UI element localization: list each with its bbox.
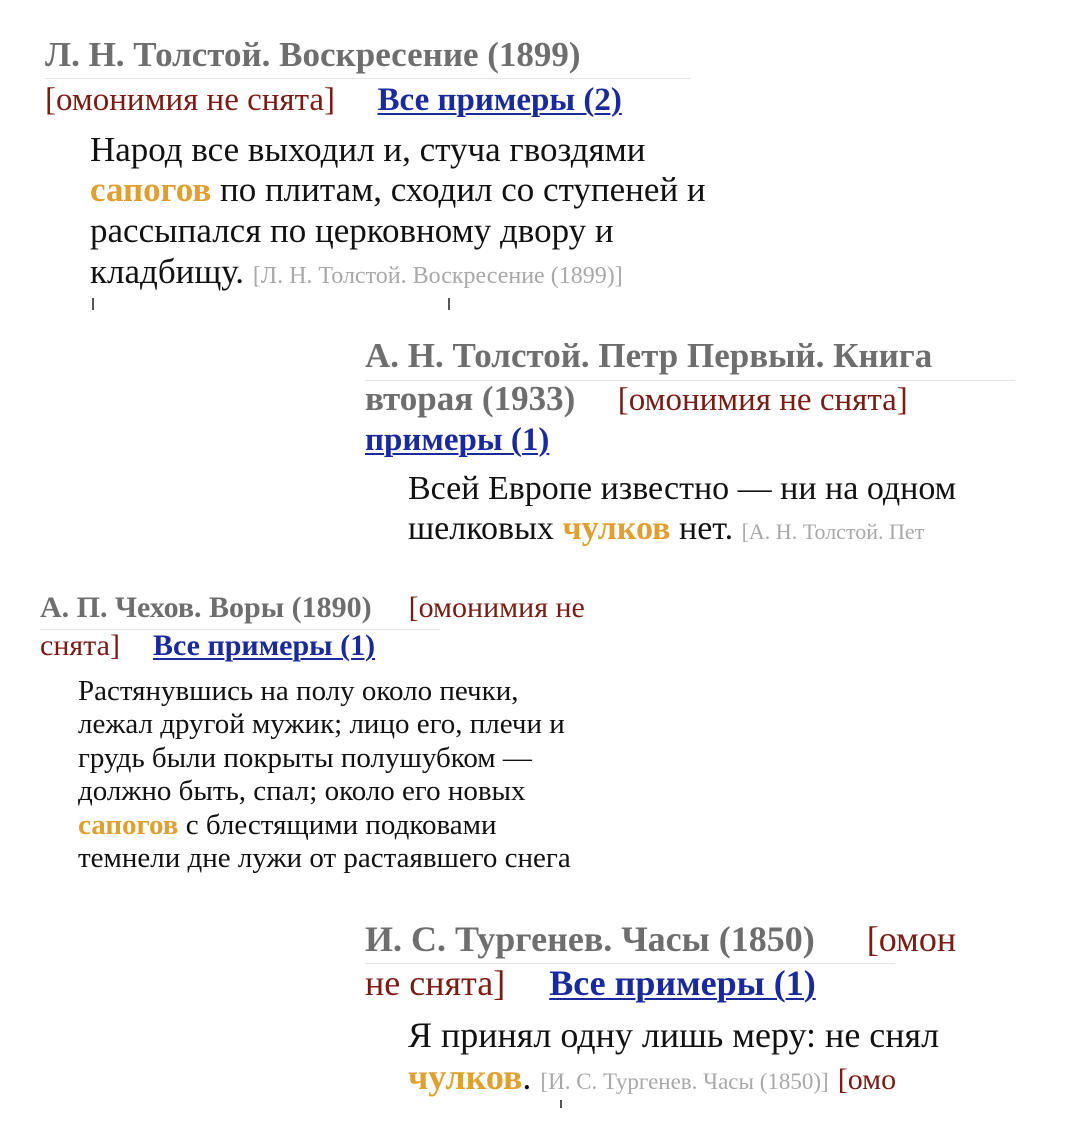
source-reference[interactable]: [А. Н. Толстой. Пет bbox=[741, 519, 925, 544]
homonymy-label-continued: снята] bbox=[40, 629, 120, 662]
all-examples-link[interactable]: Все примеры (1) bbox=[152, 629, 376, 662]
homonymy-label: [омонимия не снята] bbox=[617, 382, 908, 418]
quote-line: темнели дне лужи от растаявшего снега bbox=[78, 842, 571, 874]
quote-text: шелковых bbox=[408, 510, 554, 547]
entry-title: А. П. Чехов. Воры (1890) bbox=[40, 591, 372, 624]
quote-line bbox=[408, 510, 924, 548]
quote-line bbox=[408, 1056, 896, 1098]
entry-title: И. С. Тургенев. Часы (1850) bbox=[365, 919, 815, 959]
quote-text: по плитам, сходил со ступеней и bbox=[219, 170, 706, 209]
quote-line: Я принял одну лишь меру: не снял bbox=[408, 1015, 940, 1055]
homonymy-label: [омонимия не bbox=[408, 591, 585, 624]
quote-text: нет. bbox=[679, 510, 734, 547]
entry-chekhov-vory bbox=[0, 585, 720, 885]
highlighted-word: чулков bbox=[562, 510, 671, 547]
entry-title: А. Н. Толстой. Петр Первый. Книга bbox=[365, 336, 933, 375]
highlighted-word: чулков bbox=[408, 1057, 523, 1097]
entry-title-continued: вторая (1933) bbox=[365, 379, 576, 418]
entry-title-line bbox=[40, 591, 585, 625]
quote-line: рассыпался по церковному двору и bbox=[90, 211, 614, 250]
quote-line: Растянувшись на полу около печки, bbox=[78, 675, 519, 707]
quote-line: Народ все выходил и, стуча гвоздями bbox=[90, 130, 646, 169]
homonymy-label: [омон bbox=[866, 919, 957, 959]
quote-text: с блестящими подковами bbox=[185, 809, 497, 841]
homonymy-label: [омонимия не снята] bbox=[45, 82, 336, 118]
homonymy-label-cropped: [омо bbox=[837, 1063, 897, 1096]
source-reference[interactable]: [И. С. Тургенев. Часы (1850)] bbox=[540, 1069, 829, 1094]
all-examples-link[interactable]: Все примеры (2) bbox=[377, 82, 622, 118]
quote-line: грудь были покрыты полушубком — bbox=[78, 742, 532, 774]
quote-line: Всей Европе известно — ни на одном bbox=[408, 470, 957, 507]
entry-meta-line bbox=[40, 629, 375, 663]
all-examples-link[interactable]: Все примеры (1) bbox=[549, 963, 816, 1003]
entry-meta-line bbox=[365, 962, 816, 1004]
entry-tolstoy-voskresenie bbox=[0, 30, 1080, 315]
quote-line: должно быть, спал; около его новых bbox=[78, 775, 526, 807]
homonymy-label-continued: не снята] bbox=[365, 963, 506, 1003]
quote-line bbox=[78, 809, 497, 842]
quote-text: . bbox=[522, 1057, 532, 1097]
entry-tolstoy-petr-pervyj bbox=[360, 330, 1040, 562]
entry-meta-line bbox=[45, 82, 622, 119]
entry-title-line bbox=[365, 918, 956, 960]
entry-turgenev-chasy bbox=[360, 910, 1040, 1110]
cropped-bracket bbox=[560, 1100, 562, 1108]
quote-line bbox=[90, 252, 623, 292]
highlighted-word: сапогов bbox=[78, 809, 179, 841]
quote-line: лежал другой мужик; лицо его, плечи и bbox=[78, 708, 565, 740]
entry-title: Л. Н. Толстой. Воскресение (1899) bbox=[45, 35, 581, 74]
highlighted-word: сапогов bbox=[90, 170, 212, 209]
cropped-bracket-left bbox=[92, 298, 94, 310]
all-examples-link[interactable]: примеры (1) bbox=[365, 422, 550, 458]
source-reference[interactable]: [Л. Н. Толстой. Воскресение (1899)] bbox=[252, 263, 623, 289]
quote-line bbox=[90, 170, 706, 210]
cropped-bracket-right bbox=[448, 298, 450, 310]
entry-meta-line bbox=[365, 379, 908, 419]
title-divider bbox=[45, 78, 690, 79]
quote-text: кладбищу. bbox=[90, 252, 245, 291]
